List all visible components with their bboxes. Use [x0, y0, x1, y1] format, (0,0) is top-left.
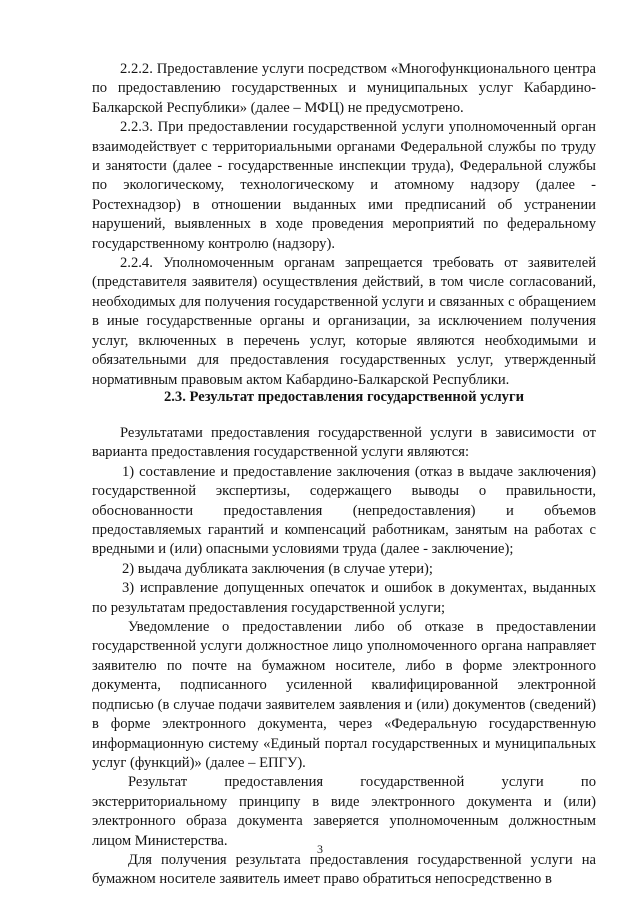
body-block-top — [92, 60, 596, 390]
notice-paragraph: Уведомление о предоставлении либо об отказе в предоставлении государственной услуги должностное лицо уполномоченного органа направляет заявителю по почте на бумажном носителе, либо в форме электронного документа, подписанного усиленной квалифицированной электронной подписью (в случае подачи заявителем заявления и (или) документов (сведений) в форме электронного документа, через «Федеральную государственную информационную систему «Единый портал государственных и муниципальных услуг (функций)» (далее – ЕПГУ). — [92, 619, 596, 771]
intro-paragraph: Результатами предоставления государственной услуги в зависимости от варианта предоставления государственной услуги являются: — [92, 425, 596, 461]
receipt-paragraph: Для получения результата предоставления государственной услуги на бумажном носителе заявитель имеет право обратиться непосредственно в — [92, 851, 596, 888]
page-number: 3 — [317, 842, 323, 856]
section-heading-block — [92, 388, 596, 407]
paragraph-2-2-3: 2.2.3. При предоставлении государственной услуги уполномоченный орган взаимодействует с территориальными органами Федеральной службы по труду и занятости (далее - государственные инспекции труда), Федеральной службы по экологическому, технологическому и атомному надзору (далее - Ростехнадзор) в отношении выданных ими предписаний об устранении нарушений, выявленных в ходе проведения мероприятий по федеральному государственному контролю (надзору). — [92, 119, 596, 252]
list-item-1: 1) составление и предоставление заключения (отказ в выдаче заключения) государственной экспертизы, содержащего выводы о правильности, обоснованности предоставления (непредоставления) и объемов предоставляемых гарантий и компенсаций работникам, занятым на работах с вредными и (или) опасными условиями труда (далее - заключение); — [92, 463, 596, 558]
list-item-3: 3) исправление допущенных опечаток и ошибок в документах, выданных по результатам предоставления государственной услуги; — [92, 580, 596, 616]
list-item-2: 2) выдача дубликата заключения (в случае утери); — [122, 560, 433, 577]
body-block-bottom — [92, 424, 596, 890]
paragraph-2-2-4: 2.2.4. Уполномоченным органам запрещается требовать от заявителей (представителя заявителя) осуществления действий, в том числе согласований, необходимых для получения государственной услуги и связанных с обращением в иные государственные органы и организации, за исключением получения услуг, включенных в перечень услуг, которые являются необходимыми и обязательными для предоставления государственных услуг, утвержденный нормативным правовым актом Кабардино-Балкарской Республики. — [92, 255, 596, 388]
section-heading: 2.3. Результат предоставления государственной услуги — [163, 389, 525, 405]
paragraph-2-2-2: 2.2.2. Предоставление услуги посредством «Многофункционального центра по предоставлению государственных и муниципальных услуг Кабардино-Балкарской Республики» (далее – МФЦ) не предусмотрено. — [92, 61, 596, 116]
result-paragraph: Результат предоставления государственной услуги по экстерриториальному принципу в виде электронного документа и (или) электронного образа документа заверяется уполномоченным должностным лицом Министерства. — [92, 774, 596, 849]
